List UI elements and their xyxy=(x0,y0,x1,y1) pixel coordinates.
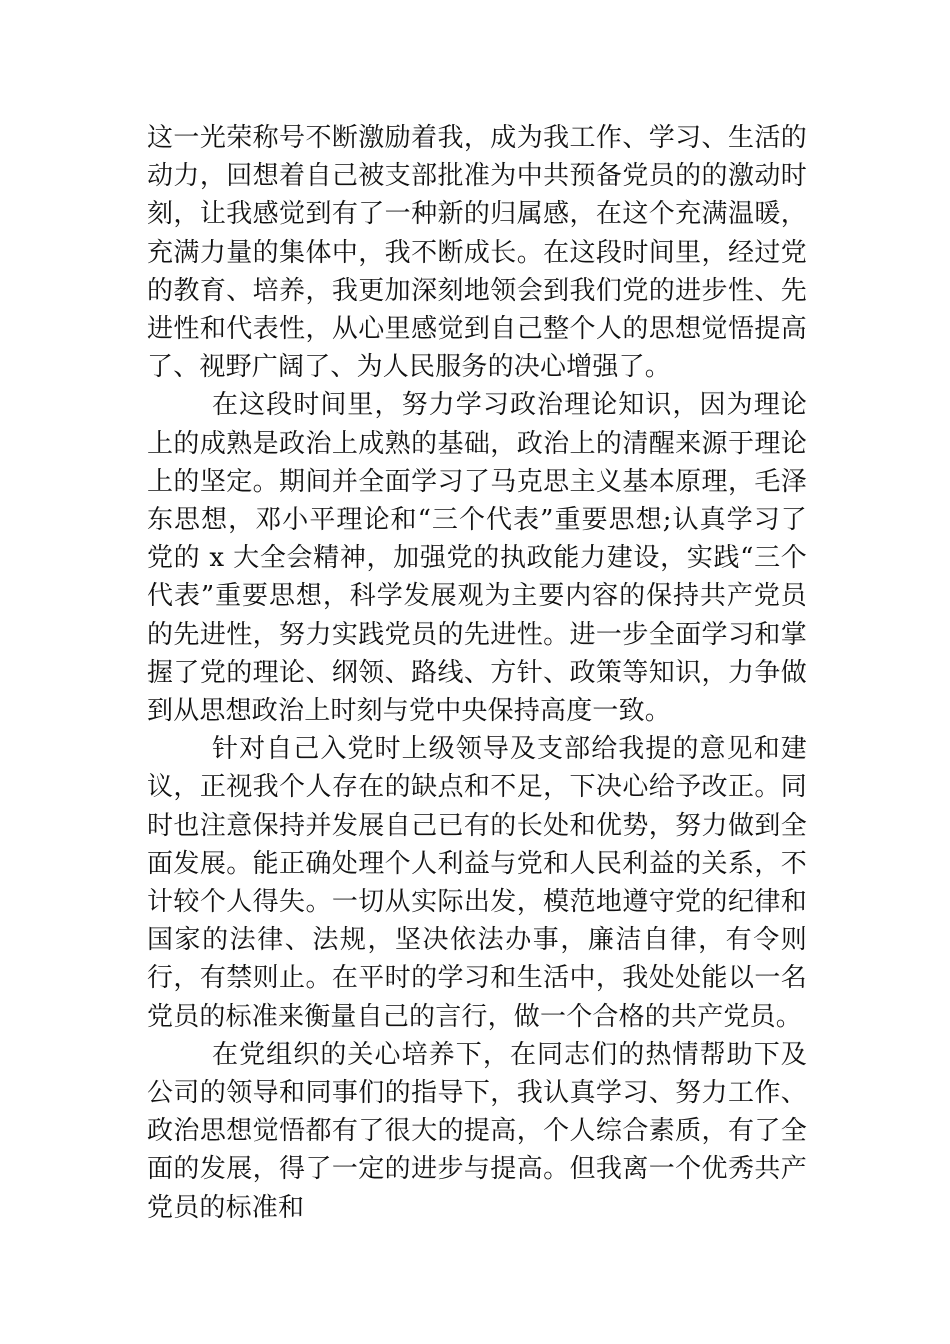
paragraph-4: 在党组织的关心培养下，在同志们的热情帮助下及公司的领导和同事们的指导下，我认真学习、努力工作、政治思想觉悟都有了很大的提高，个人综合素质，有了全面的发展，得了一定的进步与提高。但我离一个优秀共产党员的标准和 xyxy=(147,1039,807,1223)
paragraph-2: 在这段时间里，努力学习政治理论知识，因为理论上的成熟是政治上成熟的基础，政治上的清醒来源于理论上的坚定。期间并全面学习了马克思主义基本原理，毛泽东思想，邓小平理论和“三个代表”重要思想;认真学习了党的 x 大全会精神，加强党的执政能力建设，实践“三个代表”重要思想，科学发展观为主要内容的保持共产党员的先进性，努力实践党员的先进性。进一步全面学习和掌握了党的理论、纲领、路线、方针、政策等知识，力争做到从思想政治上时刻与党中央保持高度一致。 xyxy=(147,390,807,727)
document-body xyxy=(147,119,807,1227)
paragraph-3: 针对自己入党时上级领导及支部给我提的意见和建议，正视我个人存在的缺点和不足，下决心给予改正。同时也注意保持并发展自己已有的长处和优势，努力做到全面发展。能正确处理个人利益与党和人民利益的关系，不计较个人得失。一切从实际出发，模范地遵守党的纪律和国家的法律、法规，坚决依法办事，廉洁自律，有令则行，有禁则止。在平时的学习和生活中，我处处能以一名党员的标准来衡量自己的言行，做一个合格的共产党员。 xyxy=(147,734,807,1032)
paragraph-1: 这一光荣称号不断激励着我，成为我工作、学习、生活的动力，回想着自己被支部批准为中共预备党员的的激动时刻，让我感觉到有了一种新的归属感，在这个充满温暖，充满力量的集体中，我不断成长。在这段时间里，经过党的教育、培养，我更加深刻地领会到我们党的进步性、先进性和代表性，从心里感觉到自己整个人的思想觉悟提高了、视野广阔了、为人民服务的决心增强了。 xyxy=(147,123,807,383)
